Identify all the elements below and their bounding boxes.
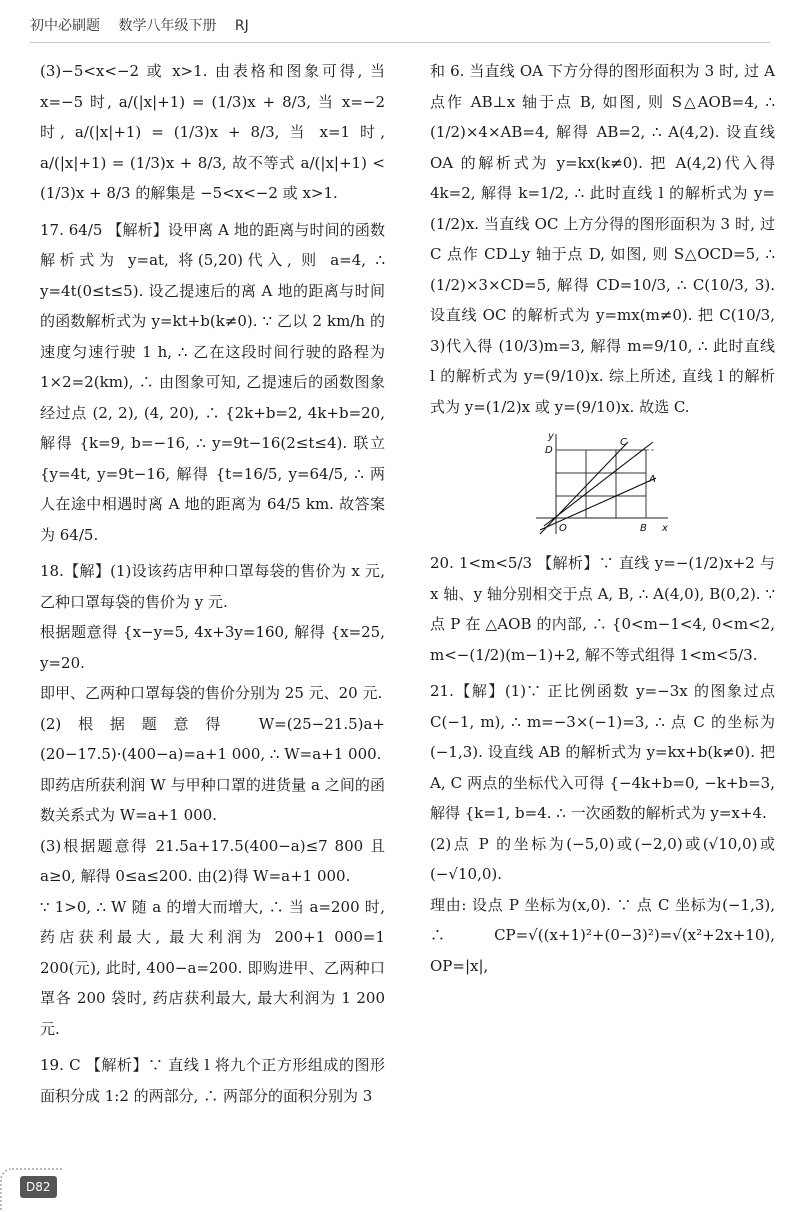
series-title: 初中必刷题	[30, 18, 100, 34]
paragraph: 即药店所获利润 W 与甲种口罩的进货量 a 之间的函数关系式为 W=a+1 000.	[40, 775, 385, 824]
edition-label: RJ	[234, 18, 249, 34]
paragraph: (3)−5<x<−2 或 x>1. 由表格和图象可得, 当 x=−5 时, a/(|x|+1) = (1/3)x + 8/3, 当 x=−2 时, a/(|x|+1) = (1/3)x + 8/3, 当 x=1 时, a/(|x|+1) = (1/3)x + 8/3, 故不等式 a/(|x|+1) < (1/3)x + 8/3 的解集是 −5<x<−2 或 x>1.	[40, 62, 385, 202]
paragraph: (2)根据题意得 W=(25−21.5)a+(20−17.5)·(400−a)=a+1 000, ∴ W=a+1 000.	[40, 714, 385, 763]
paragraph: 17. 64/5 【解析】设甲离 A 地的距离与时间的函数解析式为 y=at, 将(5,20)代入, 则 a=4, ∴ y=4t(0≤t≤5). 设乙提速后的离 A 地的距离与时间的函数解析式为 y=kt+b(k≠0). ∵ 乙以 2 km/h 的速度匀速行驶 1 h, ∴ 乙在这段时间行驶的路程为 1×2=2(km), ∴ 由图象可知, 乙提速后的函数图象经过点 (2, 2), (4, 20), ∴ {2k+b=2, 4k+b=20, 解得 {k=9, b=−16, ∴ y=9t−16(2≤t≤4). 联立 {y=4t, y=9t−16, 解得 {t=16/5, y=64/5, ∴ 两人在途中相遇时离 A 地的距离为 64/5 km. 故答案为 64/5.	[40, 220, 385, 544]
page-number: D82	[20, 1176, 57, 1198]
paragraph: 理由: 设点 P 坐标为(x,0). ∵ 点 C 坐标为(−1,3), ∴ CP=√((x+1)²+(0−3)²)=√(x²+2x+10), OP=|x|,	[430, 895, 775, 975]
axis-label-x: x	[661, 523, 668, 534]
point-label-a: A	[648, 474, 656, 485]
paragraph: 即甲、乙两种口罩每袋的售价分别为 25 元、20 元.	[40, 684, 383, 702]
subject-title: 数学八年级下册	[118, 18, 217, 34]
paragraph: (3)根据题意得 21.5a+17.5(400−a)≤7 800 且 a≥0, 解得 0≤a≤200. 由(2)得 W=a+1 000.	[40, 836, 385, 885]
grid-figure	[528, 430, 678, 540]
right-column	[430, 56, 775, 981]
paragraph: (2)点 P 的坐标为(−5,0)或(−2,0)或(√10,0)或(−√10,0).	[430, 834, 775, 883]
point-label-d: D	[544, 445, 553, 456]
paragraph: 20. 1<m<5/3 【解析】∵ 直线 y=−(1/2)x+2 与 x 轴、y 轴分别相交于点 A, B, ∴ A(4,0), B(0,2). ∵ 点 P 在 △AOB 的内部, ∴ {0<m−1<4, 0<m<2, m<−(1/2)(m−1)+2, 解不等式组得 1<m<5/3.	[430, 554, 775, 664]
paragraph: 根据题意得 {x−y=5, 4x+3y=160, 解得 {x=25, y=20.	[40, 623, 385, 672]
point-label-o: O	[558, 523, 567, 534]
paragraph: 21.【解】(1)∵ 正比例函数 y=−3x 的图象过点 C(−1, m), ∴ m=−3×(−1)=3, ∴ 点 C 的坐标为(−1,3). 设直线 AB 的解析式为 y=kx+b(k≠0). 把 A, C 两点的坐标代入可得 {−4k+b=0, −k+b=3, 解得 {k=1, b=4. ∴ 一次函数的解析式为 y=x+4.	[430, 682, 775, 822]
paragraph: 18.【解】(1)设该药店甲种口罩每袋的售价为 x 元, 乙种口罩每袋的售价为 y 元.	[40, 562, 385, 611]
point-label-c: C	[619, 437, 627, 448]
left-column	[40, 56, 385, 1111]
point-label-b: B	[639, 523, 647, 534]
axis-label-y: y	[547, 431, 554, 442]
page-header	[30, 10, 770, 43]
paragraph: 19. C 【解析】∵ 直线 l 将九个正方形组成的图形面积分成 1:2 的两部分, ∴ 两部分的面积分别为 3	[40, 1056, 385, 1105]
paragraph: 和 6. 当直线 OA 下方分得的图形面积为 3 时, 过 A 点作 AB⊥x 轴于点 B, 如图, 则 S△AOB=4, ∴ (1/2)×4×AB=4, 解得 AB=2, ∴ A(4,2). 设直线 OA 的解析式为 y=kx(k≠0). 把 A(4,2)代入得 4k=2, 解得 k=1/2, ∴ 此时直线 l 的解析式为 y=(1/2)x. 当直线 OC 上方分得的图形面积为 3 时, 过 C 点作 CD⊥y 轴于点 D, 如图, 则 S△OCD=5, ∴ (1/2)×3×CD=5, 解得 CD=10/3, ∴ C(10/3, 3). 设直线 OC 的解析式为 y=mx(m≠0). 把 C(10/3, 3)代入得 (10/3)m=3, 解得 m=9/10, ∴ 此时直线 l 的解析式为 y=(9/10)x. 综上所述, 直线 l 的解析式为 y=(1/2)x 或 y=(9/10)x. 故选 C.	[430, 62, 775, 416]
paragraph: ∵ 1>0, ∴ W 随 a 的增大而增大, ∴ 当 a=200 时, 药店获利最大, 最大利润为 200+1 000=1 200(元), 此时, 400−a=200. 即购进甲、乙两种口罩各 200 袋时, 药店获利最大, 最大利润为 1 200 元.	[40, 897, 385, 1038]
